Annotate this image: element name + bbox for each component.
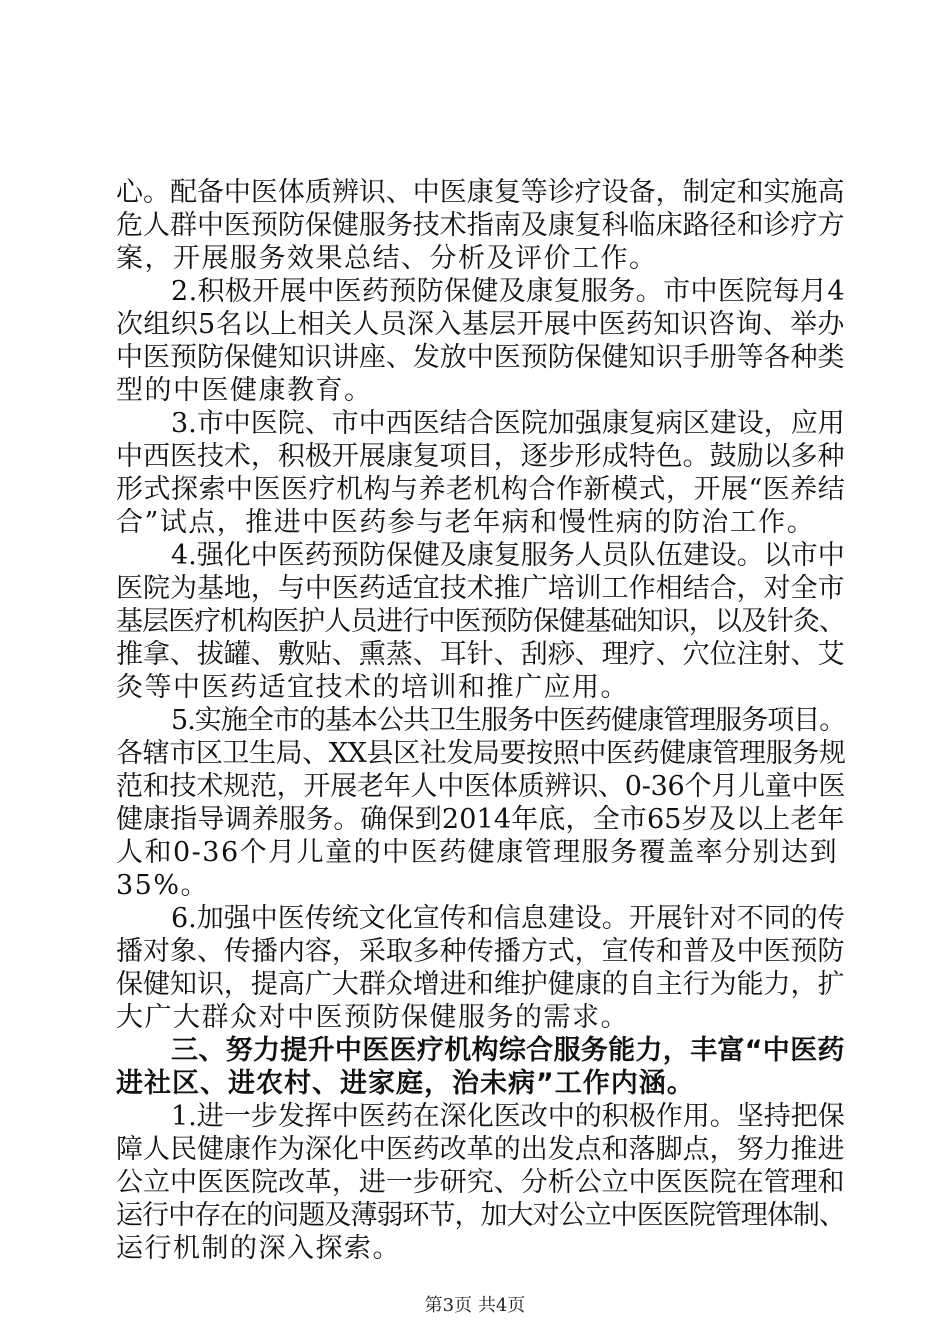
body-text-line: 合”试点，推进中医药参与老年病和慢性病的防治工作。 [116,507,816,538]
body-text-line: 推拿、拔罐、敷贴、熏蒸、耳针、刮痧、理疗、穴位注射、艾 [116,639,845,670]
body-text-line: 医院为基地，与中医药适宜技术推广培训工作相结合，对全市 [116,573,845,604]
body-text-line: 危人群中医预防保健服务技术指南及康复科临床路径和诊疗方 [116,210,845,241]
body-text-line: 范和技术规范，开展老年人中医体质辨识、0-36个月儿童中医 [116,771,846,802]
body-text-line: 案，开展服务效果总结、分析及评价工作。 [116,243,658,274]
body-text-line: 心。配备中医体质辨识、中医康复等诊疗设备，制定和实施高 [116,177,845,208]
body-text-line: 各辖市区卫生局、XX县区社发局要按照中医药健康管理服务规 [116,738,846,769]
body-text-line: 公立中医医院改革，进一步研究、分析公立中医医院在管理和 [116,1167,845,1198]
page-number: 第3页 共4页 [424,1295,526,1316]
paragraph-first-line: 5.实施全市的基本公共卫生服务中医药健康管理服务项目。 [171,705,846,736]
body-text-line: 大广大群众对中医预防保健服务的需求。 [116,1002,629,1033]
body-text-line: 健康指导调养服务。确保到2014年底，全市65岁及以上老年 [116,804,845,835]
paragraph-first-line: 3.市中医院、市中西医结合医院加强康复病区建设，应用 [171,408,845,439]
body-text-line: 人和0-36个月儿童的中医药健康管理服务覆盖率分别达到 [116,837,839,868]
section-heading-line: 三、努力提升中医医疗机构综合服务能力，丰富“中医药 [171,1035,845,1066]
body-text-line: 保健知识，提高广大群众增进和维护健康的自主行为能力，扩 [116,969,845,1000]
paragraph-first-line: 2.积极开展中医药预防保健及康复服务。市中医院每月4 [171,276,845,307]
paragraph-first-line: 6.加强中医传统文化宣传和信息建设。开展针对不同的传 [171,903,845,934]
section-heading-line: 进社区、进农村、进家庭，治未病”工作内涵。 [116,1068,695,1099]
body-text-line: 形式探索中医医疗机构与养老机构合作新模式，开展“医养结 [116,474,846,505]
body-text-line: 型的中医健康教育。 [116,375,373,406]
body-text-line: 35%。 [116,870,210,901]
body-text-line: 播对象、传播内容，采取多种传播方式，宣传和普及中医预防 [116,936,845,967]
body-text-line: 运行中存在的问题及薄弱环节，加大对公立中医医院管理体制、 [116,1200,845,1231]
body-text-line: 次组织5名以上相关人员深入基层开展中医药知识咨询、举办 [116,309,845,340]
body-text-line: 中西医技术，积极开展康复项目，逐步形成特色。鼓励以多种 [116,441,845,472]
body-text-line: 中医预防保健知识讲座、发放中医预防保健知识手册等各种类 [116,342,845,373]
body-text-line: 障人民健康作为深化中医药改革的出发点和落脚点，努力推进 [116,1134,845,1165]
body-text-line: 运行机制的深入探索。 [116,1233,401,1264]
body-text-line: 灸等中医药适宜技术的培训和推广应用。 [116,672,629,703]
paragraph-first-line: 1.进一步发挥中医药在深化医改中的积极作用。坚持把保 [171,1101,845,1132]
paragraph-first-line: 4.强化中医药预防保健及康复服务人员队伍建设。以市中 [171,540,845,571]
body-text-line: 基层医疗机构医护人员进行中医预防保健基础知识，以及针灸、 [116,606,845,637]
